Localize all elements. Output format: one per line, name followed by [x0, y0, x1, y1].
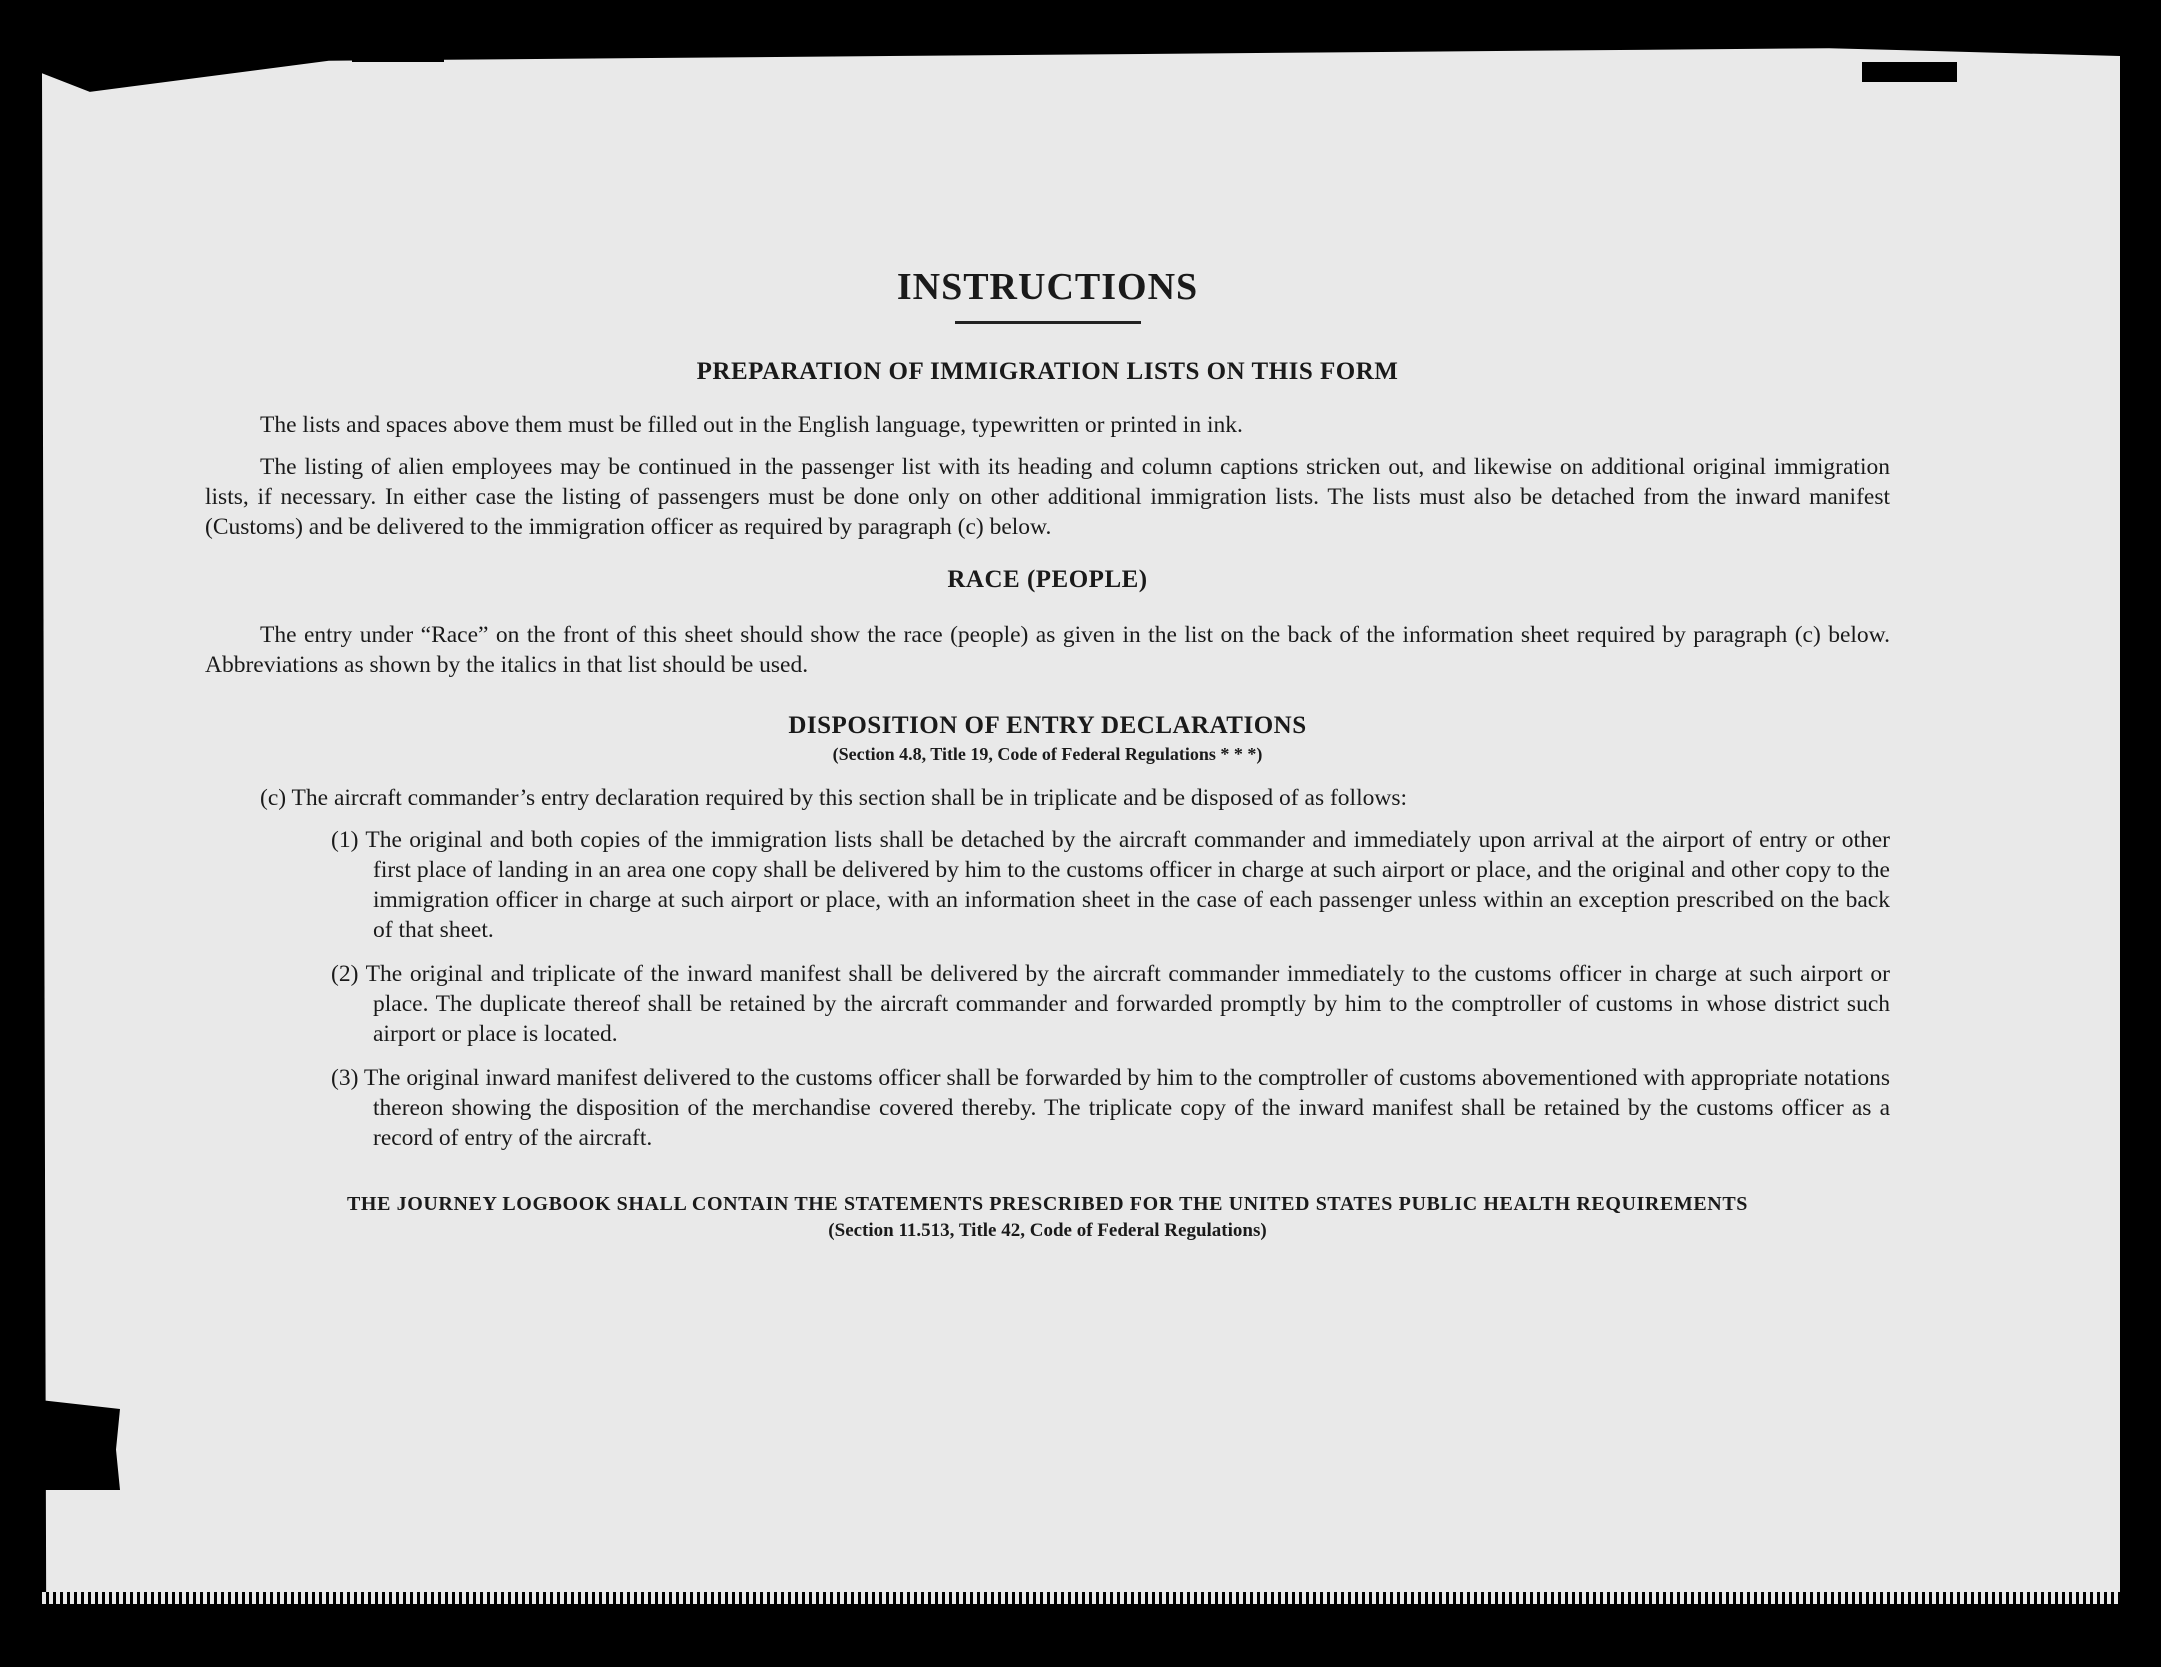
document-content — [205, 265, 1890, 1242]
disposition-heading: DISPOSITION OF ENTRY DECLARATIONS — [788, 712, 1307, 739]
title-rule — [955, 321, 1141, 324]
footer-citation: (Section 11.513, Title 42, Code of Federal Regulations) — [828, 1220, 1267, 1241]
preparation-paragraph-1: The lists and spaces above them must be filled out in the English language, typewritten or printed in ink. — [260, 412, 1243, 438]
perforated-edge — [42, 1592, 2120, 1604]
torn-edge — [40, 1400, 120, 1490]
disposition-citation: (Section 4.8, Title 19, Code of Federal Regulations * * *) — [832, 744, 1263, 764]
torn-edge — [1862, 62, 1957, 82]
preparation-heading: PREPARATION OF IMMIGRATION LISTS ON THIS FORM — [696, 358, 1399, 385]
footer-statement: THE JOURNEY LOGBOOK SHALL CONTAIN THE STATEMENTS PRESCRIBED FOR THE UNITED STATES PUBLIC HEALTH REQUIREMENTS — [346, 1193, 1749, 1215]
torn-edge — [352, 40, 444, 62]
race-heading: RACE (PEOPLE) — [947, 566, 1148, 593]
page-title: INSTRUCTIONS — [896, 266, 1199, 308]
disposition-item-1: (1) The original and both copies of the immigration lists shall be detached by the aircraft commander and immediately upon arrival at the airport of entry or other first place of landing in an area one copy shall be delivered by him to the customs officer in charge at such airport or place, and the original and other copy to the immigration officer in charge at such airport or place, with an information sheet in the case of each passenger unless within an exception prescribed on the back of that sheet. — [331, 827, 1890, 943]
disposition-item-3: (3) The original inward manifest delivered to the customs officer shall be forwarded by him to the comptroller of customs abovementioned with appropriate notations thereon showing the disposition of the merchandise covered thereby. The triplicate copy of the inward manifest shall be retained by the customs officer as a record of entry of the aircraft. — [331, 1065, 1890, 1151]
disposition-intro: (c) The aircraft commander’s entry declaration required by this section shall be in triplicate and be disposed of as follows: — [260, 785, 1407, 811]
disposition-item-2: (2) The original and triplicate of the inward manifest shall be delivered by the aircraft commander immediately to the customs officer in charge at such airport or place. The duplicate thereof shall be retained by the aircraft commander and forwarded promptly by him to the comptroller of customs in whose district such airport or place is located. — [331, 961, 1890, 1047]
preparation-paragraph-2: The listing of alien employees may be continued in the passenger list with its heading and column captions stricken out, and likewise on additional original immigration lists, if necessary. In either case the listing of passengers must be done only on other additional immigration lists. The lists must also be detached from the inward manifest (Customs) and be delivered to the immigration officer as required by paragraph (c) below. — [205, 454, 1890, 540]
race-paragraph: The entry under “Race” on the front of this sheet should show the race (people) as given in the list on the back of the information sheet required by paragraph (c) below. Abbreviations as shown by the italics in that list should be used. — [205, 622, 1890, 678]
